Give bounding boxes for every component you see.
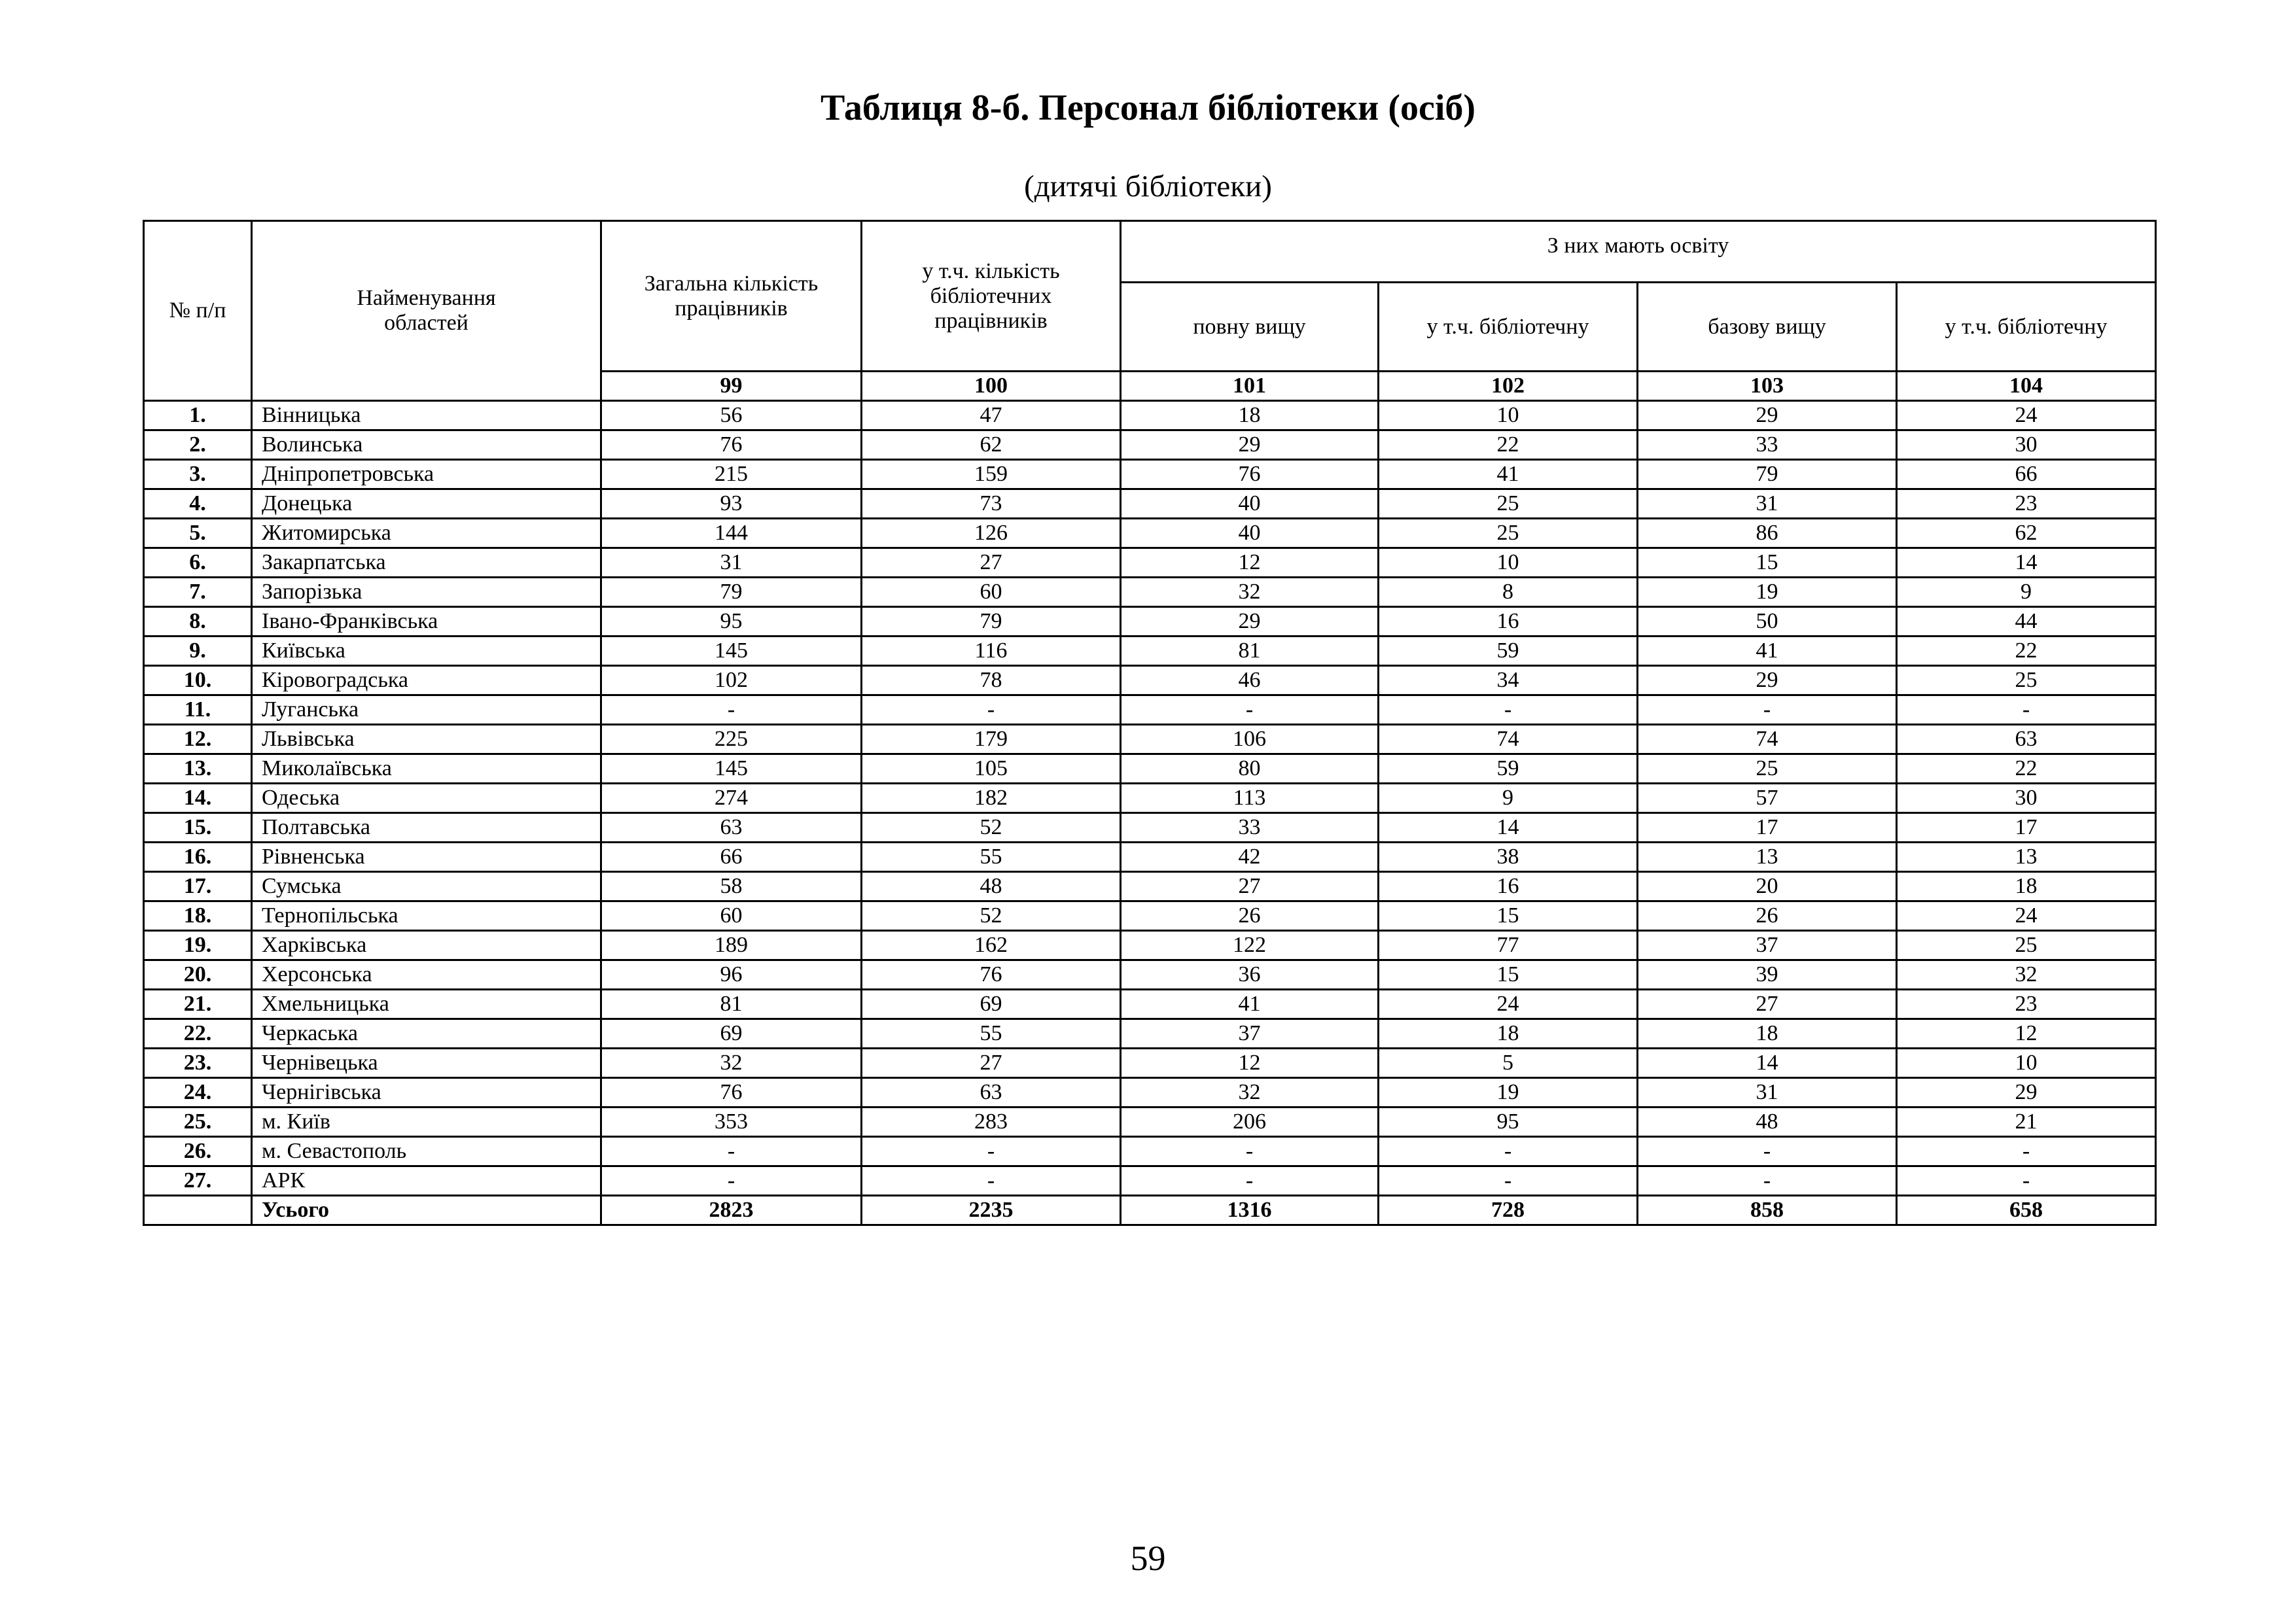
table-row (144, 489, 2156, 519)
row-number: 14. (144, 784, 252, 813)
page-title: Таблиця 8-б. Персонал бібліотеки (осіб) (820, 88, 1476, 128)
library-staff-table (143, 220, 2157, 1226)
header-number: № п/п (144, 221, 252, 401)
value-cell: 74 (1638, 725, 1897, 754)
region-name: Полтавська (252, 813, 601, 843)
row-number: 7. (144, 578, 252, 607)
value-cell: 39 (1638, 960, 1897, 990)
table-row (144, 637, 2156, 666)
table-row (144, 460, 2156, 489)
value-cell: 20 (1638, 872, 1897, 901)
table-row (144, 872, 2156, 901)
value-cell: 44 (1897, 607, 2156, 637)
value-cell: 52 (862, 813, 1121, 843)
value-cell: 182 (862, 784, 1121, 813)
value-cell: 24 (1897, 901, 2156, 931)
value-cell: 55 (862, 843, 1121, 872)
value-cell: 26 (1638, 901, 1897, 931)
value-cell: 16 (1379, 872, 1638, 901)
row-number: 16. (144, 843, 252, 872)
value-cell: 17 (1897, 813, 2156, 843)
region-name: Харківська (252, 931, 601, 960)
value-cell: 22 (1897, 754, 2156, 784)
value-cell: 18 (1379, 1019, 1638, 1049)
value-cell: 5 (1379, 1049, 1638, 1078)
value-cell: 93 (601, 489, 862, 519)
table-row (144, 754, 2156, 784)
table-row (144, 666, 2156, 695)
total-value: 858 (1638, 1196, 1897, 1225)
value-cell: 34 (1379, 666, 1638, 695)
value-cell: - (1121, 1137, 1379, 1166)
row-number: 8. (144, 607, 252, 637)
value-cell: 22 (1897, 637, 2156, 666)
header-region-name: Найменування областей (252, 221, 601, 401)
value-cell: 59 (1379, 754, 1638, 784)
value-cell: 15 (1379, 901, 1638, 931)
table-row (144, 430, 2156, 460)
value-cell: 33 (1121, 813, 1379, 843)
value-cell: 15 (1379, 960, 1638, 990)
value-cell: 102 (601, 666, 862, 695)
value-cell: 12 (1897, 1019, 2156, 1049)
value-cell: 19 (1638, 578, 1897, 607)
total-row (144, 1196, 2156, 1225)
value-cell: 66 (601, 843, 862, 872)
region-name: Рівненська (252, 843, 601, 872)
value-cell: 40 (1121, 519, 1379, 548)
row-number: 4. (144, 489, 252, 519)
table-row (144, 578, 2156, 607)
value-cell: 76 (601, 430, 862, 460)
total-value: 2823 (601, 1196, 862, 1225)
header-library-workers: у т.ч. кількість бібліотечних працівників (862, 221, 1121, 372)
table-row (144, 1108, 2156, 1137)
row-number: 1. (144, 401, 252, 430)
value-cell: 21 (1897, 1108, 2156, 1137)
value-cell: - (862, 1166, 1121, 1196)
value-cell: 79 (1638, 460, 1897, 489)
value-cell: 31 (1638, 1078, 1897, 1108)
value-cell: 159 (862, 460, 1121, 489)
value-cell: 62 (1897, 519, 2156, 548)
value-cell: 69 (862, 990, 1121, 1019)
value-cell: 14 (1379, 813, 1638, 843)
value-cell: 17 (1638, 813, 1897, 843)
value-cell: 33 (1638, 430, 1897, 460)
value-cell: 37 (1638, 931, 1897, 960)
total-label: Усього (252, 1196, 601, 1225)
value-cell: 41 (1379, 460, 1638, 489)
value-cell: 18 (1897, 872, 2156, 901)
value-cell: 80 (1121, 754, 1379, 784)
value-cell: 96 (601, 960, 862, 990)
region-name: Дніпропетровська (252, 460, 601, 489)
table-row (144, 843, 2156, 872)
table-row (144, 901, 2156, 931)
region-name: м. Київ (252, 1108, 601, 1137)
value-cell: 37 (1121, 1019, 1379, 1049)
value-cell: 19 (1379, 1078, 1638, 1108)
page-number: 59 (1130, 1539, 1166, 1578)
value-cell: - (1379, 1137, 1638, 1166)
value-cell: 77 (1379, 931, 1638, 960)
value-cell: 86 (1638, 519, 1897, 548)
value-cell: 52 (862, 901, 1121, 931)
column-number: 102 (1379, 372, 1638, 401)
value-cell: 73 (862, 489, 1121, 519)
value-cell: 116 (862, 637, 1121, 666)
row-number: 19. (144, 931, 252, 960)
value-cell: 76 (862, 960, 1121, 990)
value-cell: 46 (1121, 666, 1379, 695)
header-total-workers: Загальна кількість працівників (601, 221, 862, 372)
value-cell: 206 (1121, 1108, 1379, 1137)
value-cell: 95 (601, 607, 862, 637)
value-cell: 105 (862, 754, 1121, 784)
region-name: Сумська (252, 872, 601, 901)
value-cell: 40 (1121, 489, 1379, 519)
row-number: 24. (144, 1078, 252, 1108)
value-cell: - (1379, 1166, 1638, 1196)
value-cell: 12 (1121, 1049, 1379, 1078)
value-cell: 25 (1897, 931, 2156, 960)
value-cell: 60 (862, 578, 1121, 607)
value-cell: - (1638, 1137, 1897, 1166)
total-value: 2235 (862, 1196, 1121, 1225)
value-cell: 32 (1121, 1078, 1379, 1108)
value-cell: 48 (1638, 1108, 1897, 1137)
value-cell: - (862, 1137, 1121, 1166)
value-cell: 66 (1897, 460, 2156, 489)
value-cell: 26 (1121, 901, 1379, 931)
total-value: 1316 (1121, 1196, 1379, 1225)
value-cell: 47 (862, 401, 1121, 430)
value-cell: 25 (1638, 754, 1897, 784)
value-cell: - (1897, 695, 2156, 725)
row-number: 23. (144, 1049, 252, 1078)
value-cell: 41 (1638, 637, 1897, 666)
value-cell: 63 (862, 1078, 1121, 1108)
header-basic-higher-library: у т.ч. бібліотечну (1897, 283, 2156, 372)
value-cell: 29 (1121, 430, 1379, 460)
value-cell: 283 (862, 1108, 1121, 1137)
value-cell: 42 (1121, 843, 1379, 872)
value-cell: 30 (1897, 784, 2156, 813)
value-cell: 29 (1897, 1078, 2156, 1108)
value-cell: - (1379, 695, 1638, 725)
value-cell: 16 (1379, 607, 1638, 637)
header-education-group: З них мають освіту (1121, 221, 2156, 283)
region-name: Тернопільська (252, 901, 601, 931)
header-basic-higher: базову вищу (1638, 283, 1897, 372)
region-name: Черкаська (252, 1019, 601, 1049)
value-cell: 76 (1121, 460, 1379, 489)
value-cell: 29 (1638, 666, 1897, 695)
value-cell: - (601, 1166, 862, 1196)
value-cell: 13 (1897, 843, 2156, 872)
value-cell: - (1121, 695, 1379, 725)
value-cell: 14 (1638, 1049, 1897, 1078)
value-cell: 225 (601, 725, 862, 754)
value-cell: 27 (1638, 990, 1897, 1019)
value-cell: 69 (601, 1019, 862, 1049)
header-full-higher: повну вищу (1121, 283, 1379, 372)
row-number: 13. (144, 754, 252, 784)
value-cell: 189 (601, 931, 862, 960)
row-number: 22. (144, 1019, 252, 1049)
value-cell: 29 (1638, 401, 1897, 430)
row-number: 6. (144, 548, 252, 578)
row-number: 20. (144, 960, 252, 990)
region-name: Львівська (252, 725, 601, 754)
value-cell: - (1897, 1137, 2156, 1166)
value-cell: 122 (1121, 931, 1379, 960)
value-cell: 31 (1638, 489, 1897, 519)
value-cell: 14 (1897, 548, 2156, 578)
value-cell: 32 (1121, 578, 1379, 607)
table-row (144, 519, 2156, 548)
value-cell: 106 (1121, 725, 1379, 754)
value-cell: 32 (601, 1049, 862, 1078)
value-cell: 145 (601, 754, 862, 784)
value-cell: 74 (1379, 725, 1638, 754)
value-cell: 179 (862, 725, 1121, 754)
region-name: Вінницька (252, 401, 601, 430)
region-name: Чернівецька (252, 1049, 601, 1078)
page-subtitle: (дитячі бібліотеки) (1024, 169, 1272, 203)
total-value: 658 (1897, 1196, 2156, 1225)
value-cell: 215 (601, 460, 862, 489)
table-row (144, 607, 2156, 637)
value-cell: 10 (1379, 548, 1638, 578)
region-name: Закарпатська (252, 548, 601, 578)
region-name: м. Севастополь (252, 1137, 601, 1166)
value-cell: 62 (862, 430, 1121, 460)
row-number: 5. (144, 519, 252, 548)
region-name: Кіровоградська (252, 666, 601, 695)
header-full-higher-library: у т.ч. бібліотечну (1379, 283, 1638, 372)
value-cell: 18 (1638, 1019, 1897, 1049)
value-cell: 162 (862, 931, 1121, 960)
value-cell: 50 (1638, 607, 1897, 637)
column-number: 101 (1121, 372, 1379, 401)
value-cell: 41 (1121, 990, 1379, 1019)
row-number: 15. (144, 813, 252, 843)
value-cell: 25 (1379, 519, 1638, 548)
region-name: Волинська (252, 430, 601, 460)
value-cell: 10 (1379, 401, 1638, 430)
value-cell: 13 (1638, 843, 1897, 872)
table-row (144, 695, 2156, 725)
table-row (144, 1166, 2156, 1196)
column-number: 99 (601, 372, 862, 401)
region-name: Луганська (252, 695, 601, 725)
value-cell: 55 (862, 1019, 1121, 1049)
value-cell: 9 (1379, 784, 1638, 813)
value-cell: 27 (862, 548, 1121, 578)
value-cell: 63 (1897, 725, 2156, 754)
value-cell: 18 (1121, 401, 1379, 430)
table-row (144, 1137, 2156, 1166)
value-cell: - (1638, 695, 1897, 725)
value-cell: 126 (862, 519, 1121, 548)
total-empty-cell (144, 1196, 252, 1225)
value-cell: 48 (862, 872, 1121, 901)
value-cell: 8 (1379, 578, 1638, 607)
value-cell: 9 (1897, 578, 2156, 607)
value-cell: 25 (1897, 666, 2156, 695)
row-number: 9. (144, 637, 252, 666)
value-cell: 24 (1379, 990, 1638, 1019)
region-name: Запорізька (252, 578, 601, 607)
value-cell: 78 (862, 666, 1121, 695)
value-cell: - (862, 695, 1121, 725)
value-cell: 23 (1897, 990, 2156, 1019)
value-cell: - (1121, 1166, 1379, 1196)
table-row (144, 931, 2156, 960)
value-cell: 23 (1897, 489, 2156, 519)
region-name: Житомирська (252, 519, 601, 548)
row-number: 3. (144, 460, 252, 489)
row-number: 21. (144, 990, 252, 1019)
region-name: Донецька (252, 489, 601, 519)
row-number: 27. (144, 1166, 252, 1196)
value-cell: 79 (601, 578, 862, 607)
table-row (144, 1078, 2156, 1108)
value-cell: 59 (1379, 637, 1638, 666)
value-cell: - (601, 695, 862, 725)
value-cell: 22 (1379, 430, 1638, 460)
value-cell: 81 (601, 990, 862, 1019)
region-name: Івано-Франківська (252, 607, 601, 637)
region-name: Хмельницька (252, 990, 601, 1019)
value-cell: 15 (1638, 548, 1897, 578)
value-cell: 63 (601, 813, 862, 843)
value-cell: 31 (601, 548, 862, 578)
table-row (144, 401, 2156, 430)
value-cell: 57 (1638, 784, 1897, 813)
value-cell: 81 (1121, 637, 1379, 666)
table-row (144, 725, 2156, 754)
value-cell: - (601, 1137, 862, 1166)
value-cell: 27 (1121, 872, 1379, 901)
value-cell: 60 (601, 901, 862, 931)
row-number: 18. (144, 901, 252, 931)
value-cell: 36 (1121, 960, 1379, 990)
value-cell: 29 (1121, 607, 1379, 637)
value-cell: 144 (601, 519, 862, 548)
value-cell: 30 (1897, 430, 2156, 460)
value-cell: 353 (601, 1108, 862, 1137)
value-cell: - (1638, 1166, 1897, 1196)
total-value: 728 (1379, 1196, 1638, 1225)
value-cell: 95 (1379, 1108, 1638, 1137)
value-cell: 274 (601, 784, 862, 813)
row-number: 17. (144, 872, 252, 901)
table-row (144, 1049, 2156, 1078)
region-name: АРК (252, 1166, 601, 1196)
table-row (144, 1019, 2156, 1049)
value-cell: 12 (1121, 548, 1379, 578)
value-cell: 145 (601, 637, 862, 666)
row-number: 25. (144, 1108, 252, 1137)
table-row (144, 960, 2156, 990)
value-cell: 76 (601, 1078, 862, 1108)
column-number: 104 (1897, 372, 2156, 401)
value-cell: - (1897, 1166, 2156, 1196)
region-name: Київська (252, 637, 601, 666)
row-number: 11. (144, 695, 252, 725)
value-cell: 24 (1897, 401, 2156, 430)
value-cell: 10 (1897, 1049, 2156, 1078)
value-cell: 113 (1121, 784, 1379, 813)
row-number: 10. (144, 666, 252, 695)
row-number: 12. (144, 725, 252, 754)
table-row (144, 990, 2156, 1019)
region-name: Херсонська (252, 960, 601, 990)
table-row (144, 813, 2156, 843)
value-cell: 25 (1379, 489, 1638, 519)
value-cell: 38 (1379, 843, 1638, 872)
table-row (144, 784, 2156, 813)
region-name: Миколаївська (252, 754, 601, 784)
row-number: 26. (144, 1137, 252, 1166)
value-cell: 58 (601, 872, 862, 901)
region-name: Одеська (252, 784, 601, 813)
table-row (144, 548, 2156, 578)
region-name: Чернігівська (252, 1078, 601, 1108)
value-cell: 27 (862, 1049, 1121, 1078)
value-cell: 32 (1897, 960, 2156, 990)
column-number: 103 (1638, 372, 1897, 401)
column-number: 100 (862, 372, 1121, 401)
value-cell: 79 (862, 607, 1121, 637)
row-number: 2. (144, 430, 252, 460)
value-cell: 56 (601, 401, 862, 430)
